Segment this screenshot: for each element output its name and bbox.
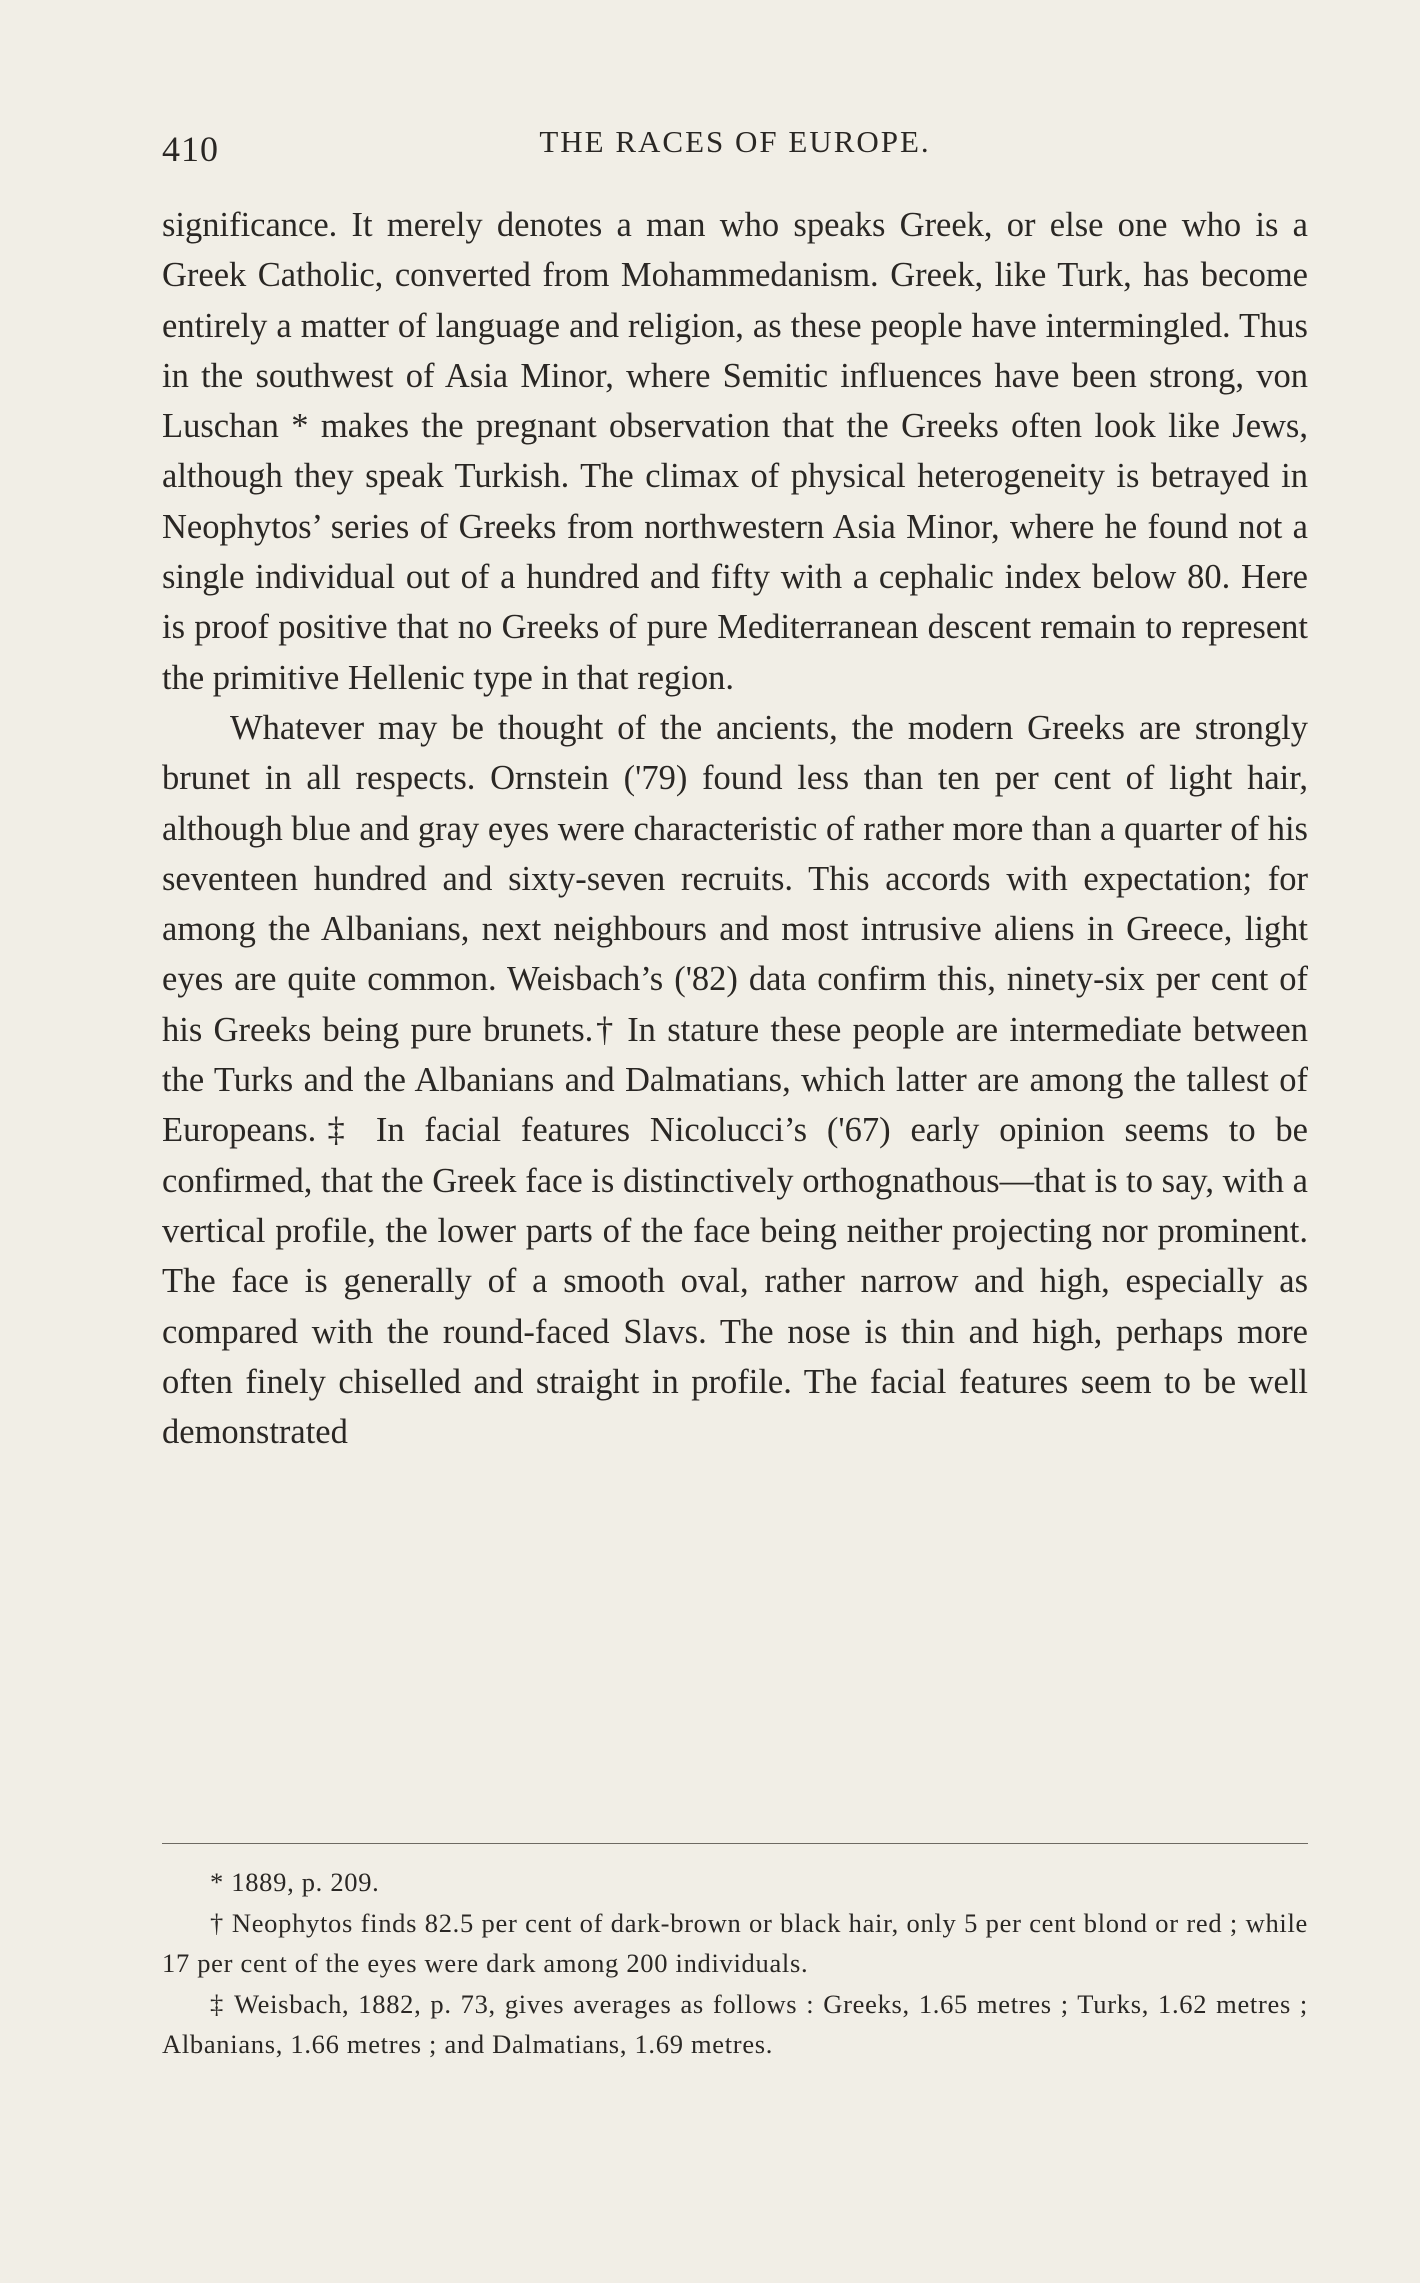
footnote-divider [162, 1843, 1308, 1844]
page-number: 410 [162, 129, 219, 169]
page-header [162, 118, 1308, 178]
footnotes [162, 1862, 1308, 2065]
paragraph: Whatever may be thought of the ancients, the modern Greeks are strongly brunet in all respects. Ornstein ('79) found less than ten per cent of light hair, although blue and gray eyes were characteristic of rather more than a quarter of his seventeen hundred and sixty-seven recruits. This accords with expectation; for among the Albanians, next neighbours and most intrusive aliens in Greece, light eyes are quite common. Weisbach’s ('82) data confirm this, ninety-six per cent of his Greeks being pure brunets.† In stature these people are intermediate between the Turks and the Albanians and Dalmatians, which latter are among the tallest of Europeans.‡ In facial features Nicolucci’s ('67) early opinion seems to be confirmed, that the Greek face is distinctively orthognathous—that is to say, with a vertical profile, the lower parts of the face being neither projecting nor prominent. The face is generally of a smooth oval, rather narrow and high, especially as compared with the round-faced Slavs. The nose is thin and high, perhaps more often finely chiselled and straight in profile. The facial features seem to be well demonstrated [162, 708, 1308, 1452]
body-text [162, 200, 1308, 1457]
footnote: ‡ Weisbach, 1882, p. 73, gives averages as follows : Greeks, 1.65 metres ; Turks, 1.62 metres ; Albanians, 1.66 metres ; and Dalmatians, 1.69 metres. [162, 1988, 1308, 2059]
footnote: * 1889, p. 209. [210, 1867, 380, 1897]
footnote: † Neophytos finds 82.5 per cent of dark-brown or black hair, only 5 per cent blond or red ; while 17 per cent of the eyes were dark among 200 individuals. [162, 1907, 1308, 1978]
paragraph: significance. It merely denotes a man who speaks Greek, or else one who is a Greek Catholic, converted from Mohammedanism. Greek, like Turk, has become entirely a matter of language and religion, as these people have intermingled. Thus in the southwest of Asia Minor, where Semitic influences have been strong, von Luschan * makes the pregnant observation that the Greeks often look like Jews, although they speak Turkish. The climax of physical heterogeneity is betrayed in Neophytos’ series of Greeks from northwestern Asia Minor, where he found not a single individual out of a hundred and fifty with a cephalic index below 80. Here is proof positive that no Greeks of pure Mediterranean descent remain to represent the primitive Hellenic type in that region. [162, 206, 1308, 697]
running-head: THE RACES OF EUROPE. [539, 124, 931, 159]
